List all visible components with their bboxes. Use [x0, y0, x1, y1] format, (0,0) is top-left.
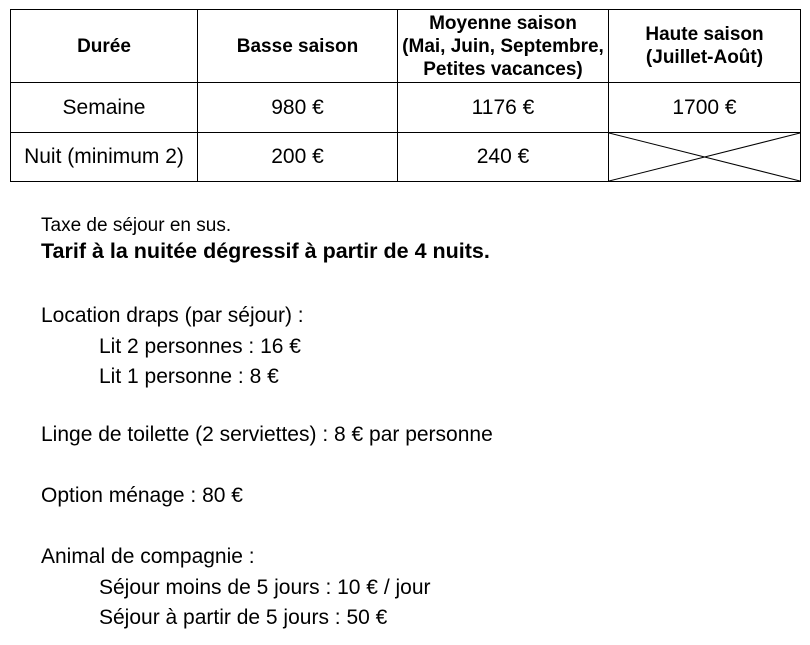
note-animal-sejour-partir-5-jours: Séjour à partir de 5 jours : 50 €: [99, 606, 388, 629]
note-taxe-sejour: Taxe de séjour en sus.: [41, 215, 232, 236]
cell-semaine-moyenne: 1176 €: [398, 83, 609, 133]
cell-nuit-haute-crossed: [609, 133, 801, 182]
cross-out-icon: [609, 133, 800, 181]
table-header-row: [11, 10, 801, 83]
pricing-table: [10, 9, 801, 182]
cell-semaine-haute: 1700 €: [609, 83, 801, 133]
cell-nuit-basse: 200 €: [198, 133, 398, 182]
note-linge-toilette: Linge de toilette (2 serviettes) : 8 € par personne: [41, 423, 493, 446]
cell-nuit-moyenne: 240 €: [398, 133, 609, 182]
note-option-menage: Option ménage : 80 €: [41, 484, 243, 507]
cell-semaine-basse: 980 €: [198, 83, 398, 133]
cell-semaine-label: Semaine: [11, 83, 198, 133]
note-tarif-degressif: Tarif à la nuitée dégressif à partir de 4 nuits.: [41, 239, 490, 263]
table-row-nuit: [11, 133, 801, 182]
header-basse-saison: Basse saison: [198, 10, 398, 83]
header-moyenne-saison: Moyenne saison (Mai, Juin, Septembre, Petites vacances): [398, 10, 609, 83]
note-lit-2-personnes: Lit 2 personnes : 16 €: [99, 335, 301, 358]
header-haute-saison: Haute saison (Juillet-Août): [609, 10, 801, 83]
note-animal-sejour-moins-5-jours: Séjour moins de 5 jours : 10 € / jour: [99, 576, 431, 599]
note-animal-title: Animal de compagnie :: [41, 545, 255, 568]
note-location-draps-title: Location draps (par séjour) :: [41, 304, 304, 327]
table-row-semaine: [11, 83, 801, 133]
note-lit-1-personne: Lit 1 personne : 8 €: [99, 365, 279, 388]
cell-nuit-label: Nuit (minimum 2): [11, 133, 198, 182]
header-duree: Durée: [11, 10, 198, 83]
